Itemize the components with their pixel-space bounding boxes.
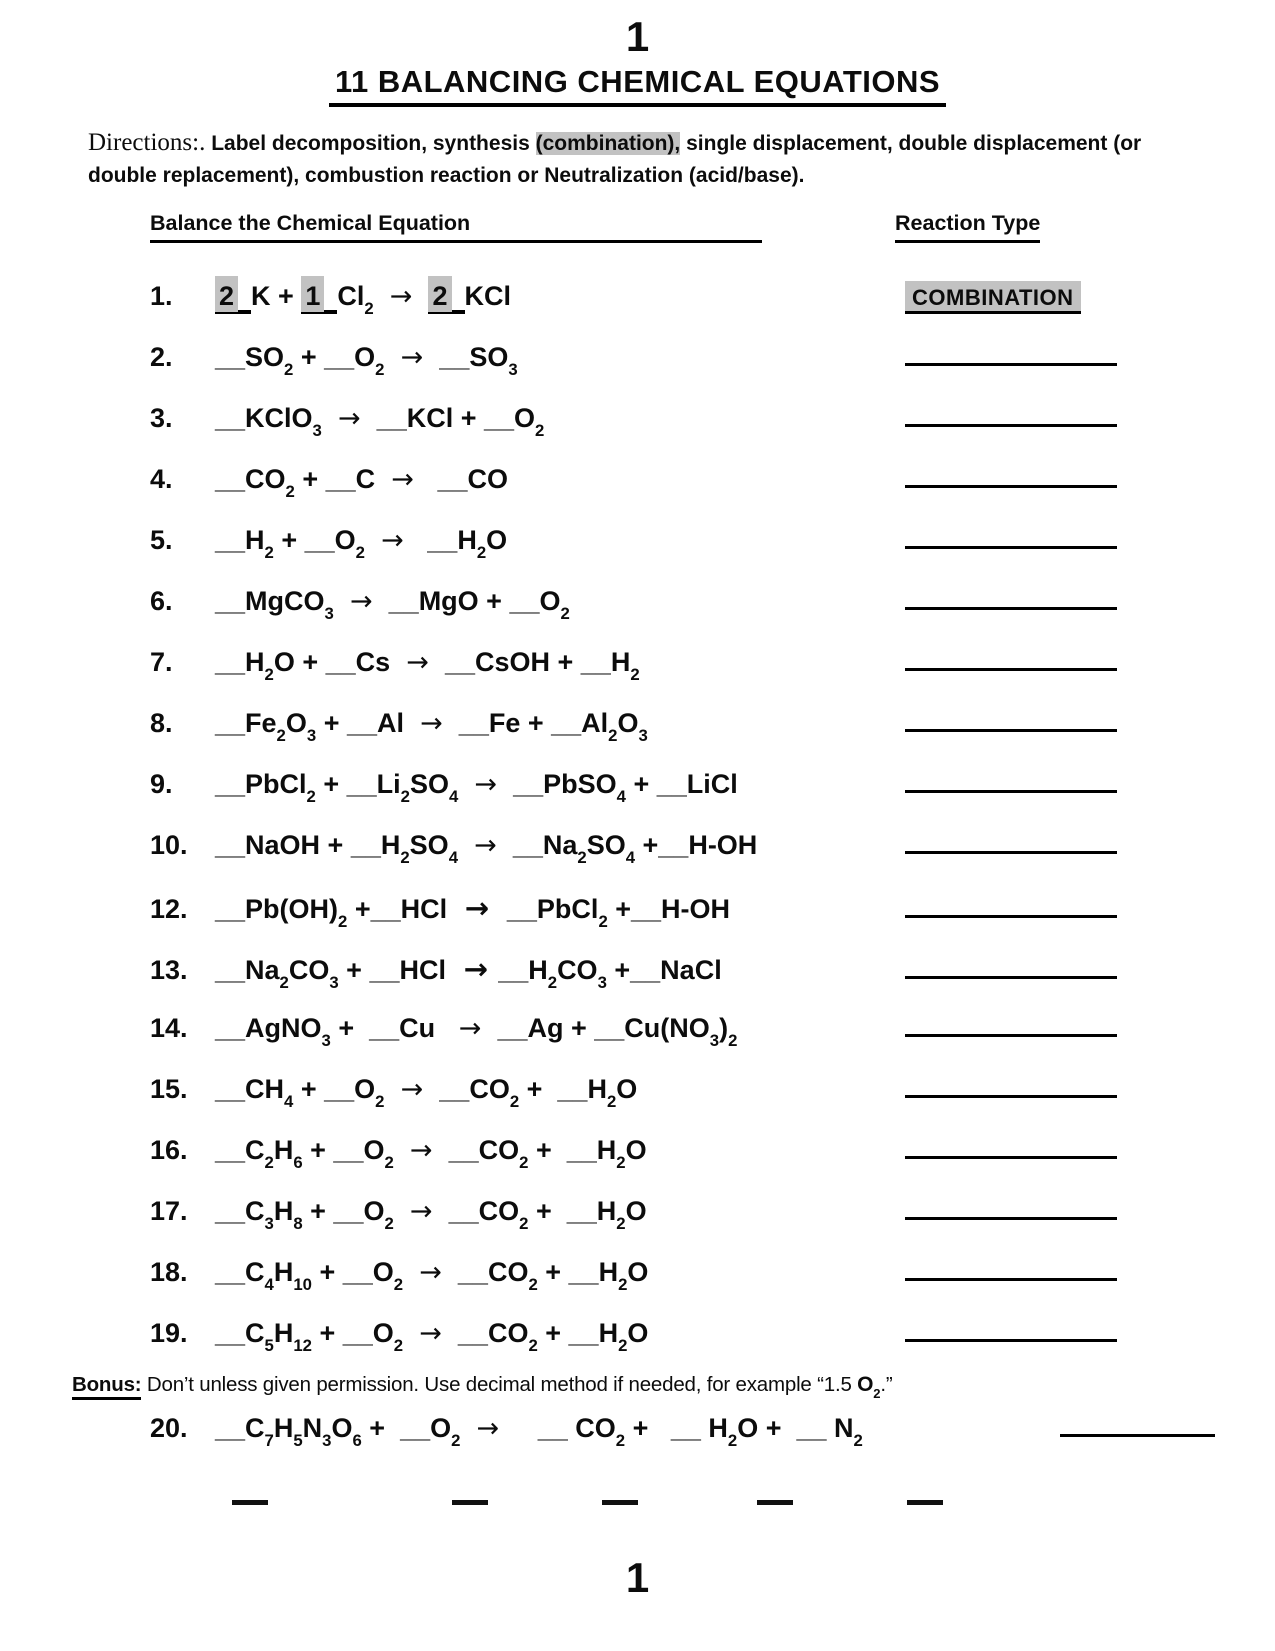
equation-text: $\_\_C_7H_5N_3O_6$ + $\_\_O_2$ → __ $CO_2$ + __ $H_2O$ + __ $N_2$: [215, 1412, 863, 1451]
equation-row: [150, 570, 1130, 631]
bonus-text: Don’t unless given permission. Use decimal method if needed, for example “1.5: [146, 1372, 858, 1396]
row-number: 3.: [150, 402, 173, 433]
reaction-type-cell: [905, 1217, 1130, 1220]
page-number-bottom: 1: [625, 1553, 650, 1601]
arrow-right-icon: →: [410, 1256, 451, 1288]
arrow-right-icon: →: [467, 1412, 508, 1444]
row-number: 9.: [150, 768, 173, 799]
row-number: 1.: [150, 280, 173, 311]
reaction-type-blank: [905, 1278, 1117, 1281]
equation-row: [150, 814, 1130, 875]
row-number: 15.: [150, 1073, 188, 1104]
reaction-type-cell: [905, 363, 1130, 366]
column-headers: [150, 211, 1275, 243]
equation-text: $\_\_C_2H_6$ + $\_\_O_2$ → $\_\_CO_2$ + $\_\_H_2O$: [215, 1134, 647, 1173]
page-title: 11 BALANCING CHEMICAL EQUATIONS: [329, 64, 946, 107]
row-number: 4.: [150, 463, 173, 494]
equation-row: [150, 1180, 1130, 1241]
arrow-right-icon: →: [391, 1073, 432, 1105]
equation-text: __AgNO$_3$ + __Cu → __Ag + $\_\_Cu(NO_3)_2$: [215, 1012, 738, 1051]
arrow-right-icon: →: [329, 402, 370, 434]
bonus-note: [72, 1372, 1205, 1402]
equation-row: [150, 692, 1130, 753]
equation-text: $\_\_CH_4$ + $\_\_O_2$ → $\_\_CO_2$ + $\_\_H_2O$: [215, 1073, 638, 1112]
title-row: [0, 64, 1275, 107]
equation-row: [150, 631, 1130, 692]
reaction-type-answer: COMBINATION: [905, 281, 1081, 314]
reaction-type-blank: [905, 1095, 1117, 1098]
row-number: 12.: [150, 893, 188, 924]
arrow-right-icon: →: [411, 707, 452, 739]
reaction-type-cell: [905, 976, 1130, 979]
equation-text: $\_\_Pb(OH)_2$ +__HCl → __PbCl$_2$ +__H-OH: [215, 890, 731, 932]
bonus-label: Bonus:: [72, 1373, 141, 1400]
equation-text: $\_\_Na_2CO_3$ + __HCl → $\_\_H_2CO_3$ +__NaCl: [215, 951, 722, 993]
equation-text: $\_\_C_3H_8$ + $\_\_O_2$ → $\_\_CO_2$ + $\_\_H_2O$: [215, 1195, 647, 1234]
coefficient-blanks-row: [0, 1475, 1275, 1511]
equation-row: [150, 326, 1130, 387]
reaction-type-blank: [905, 790, 1117, 793]
equation-row: [150, 875, 1130, 936]
reaction-type-cell: [905, 915, 1130, 918]
bonus-formula: $O_2$: [857, 1372, 881, 1402]
coefficient-blank: [907, 1500, 943, 1505]
equation-text: __MgCO$_3$ → __MgO + $\_\_O_2$: [215, 585, 570, 624]
reaction-type-cell: [905, 424, 1130, 427]
reaction-type-blank: [905, 485, 1117, 488]
page-number-top: 1: [625, 13, 650, 60]
equation-row: [150, 387, 1130, 448]
row-number: 17.: [150, 1195, 188, 1226]
equation-row: [150, 509, 1130, 570]
directions-label: Directions:.: [88, 129, 206, 156]
row-number: 16.: [150, 1134, 188, 1165]
directions-text-3: double replacement), combustion reaction or Neutralization (acid/base).: [88, 163, 805, 187]
equation-column-header: Balance the Chemical Equation: [150, 211, 762, 243]
reaction-type-blank: [905, 976, 1117, 979]
reaction-type-blank: [905, 546, 1117, 549]
row-number: 2.: [150, 341, 173, 372]
coefficient-answer: 1: [301, 283, 337, 314]
directions-highlight: (combination),: [535, 132, 681, 155]
arrow-right-bold-icon: →: [454, 890, 500, 925]
reaction-type-blank: [905, 729, 1117, 732]
reaction-type-cell: [905, 1034, 1130, 1037]
equation-row: [150, 936, 1130, 997]
arrow-right-icon: →: [381, 280, 421, 312]
reaction-type-cell: [905, 285, 1130, 311]
row-number: 6.: [150, 585, 173, 616]
arrow-right-icon: →: [401, 1195, 442, 1227]
row-number: 5.: [150, 524, 173, 555]
equation-text: $\_\_H_2$ + $\_\_O_2$ → $\_\_H_2O$: [215, 524, 508, 563]
arrow-right-icon: →: [410, 1317, 451, 1349]
equation-text: $\_\_SO_2$ + $\_\_O_2$ → $\_\_SO_3$: [215, 341, 518, 380]
directions: [88, 125, 1217, 191]
reaction-type-cell: [905, 729, 1130, 732]
arrow-right-icon: →: [392, 341, 432, 373]
reaction-type-blank: [905, 1034, 1117, 1037]
equation-text: $\_\_Fe_2O_3$ + __Al → __Fe + $\_\_Al_2O_3$: [215, 707, 648, 746]
reaction-type-blank: [905, 1217, 1117, 1220]
reaction-type-blank: [1060, 1434, 1215, 1437]
row-number: 19.: [150, 1317, 188, 1348]
row-number: 10.: [150, 829, 188, 860]
equation-text: $\_\_C_4H_{10}$ + $\_\_O_2$ → $\_\_CO_2$ + $\_\_H_2O$: [215, 1256, 649, 1295]
reaction-type-cell: [905, 1278, 1130, 1281]
reaction-type-blank: [905, 1339, 1117, 1342]
reaction-type-blank: [905, 424, 1117, 427]
coefficient-blank: [232, 1500, 268, 1505]
directions-text-1: Label decomposition, synthesis: [211, 132, 530, 155]
arrow-right-icon: →: [397, 646, 438, 678]
coefficient-answer: 2: [428, 283, 464, 314]
reaction-type-blank: [905, 668, 1117, 671]
arrow-right-icon: →: [465, 829, 506, 861]
arrow-right-icon: →: [450, 1012, 490, 1044]
equation-text: $\_\_C_5H_{12}$ + $\_\_O_2$ → $\_\_CO_2$ + $\_\_H_2O$: [215, 1317, 649, 1356]
reaction-type-cell: [905, 1095, 1130, 1098]
equation-rows: [150, 265, 1130, 1363]
equation-text: __NaOH + $\_\_H_2SO_4$ → $\_\_Na_2SO_4$ +__H-OH: [215, 829, 758, 868]
reaction-type-cell: [905, 851, 1130, 854]
row-number: 20.: [150, 1412, 188, 1443]
reaction-type-cell: [905, 607, 1130, 610]
coefficient-blank: [452, 1500, 488, 1505]
reaction-type-cell: [905, 1156, 1130, 1159]
equation-row: [150, 1058, 1130, 1119]
reaction-type-blank: [905, 851, 1117, 854]
equation-text: $\_\_H_2O$ + __Cs → __CsOH + $\_\_H_2$: [215, 646, 640, 685]
arrow-right-icon: →: [372, 524, 413, 556]
equation-row: [150, 997, 1130, 1058]
equation-text: __KClO$_3$ → __KCl + $\_\_O_2$: [215, 402, 545, 441]
coefficient-blank: [757, 1500, 793, 1505]
row-number: 7.: [150, 646, 173, 677]
equation-row: [150, 1241, 1130, 1302]
equation-row: [150, 265, 1130, 326]
equation-row-20: [150, 1401, 1215, 1459]
coefficient-answer: 2: [215, 283, 251, 314]
row-number: 8.: [150, 707, 173, 738]
reaction-type-blank: [905, 607, 1117, 610]
reaction-type-blank: [905, 915, 1117, 918]
directions-text-2: single displacement, double displacement (or: [686, 132, 1142, 155]
reaction-type-cell: [905, 790, 1130, 793]
arrow-right-bold-icon: →: [453, 951, 499, 986]
reaction-type-blank: [905, 1156, 1117, 1159]
bonus-text-end: .”: [880, 1372, 893, 1396]
reaction-type-column-header: Reaction Type: [895, 211, 1040, 243]
reaction-type-cell: [905, 668, 1130, 671]
reaction-type-blank: [905, 363, 1117, 366]
equation-row: [150, 753, 1130, 814]
reaction-type-cell: [905, 1339, 1130, 1342]
arrow-right-icon: →: [401, 1134, 442, 1166]
equation-text: __PbCl$_2$ + $\_\_Li_2SO_4$ → __PbSO$_4$ + __LiCl: [215, 768, 738, 807]
equation-row: [150, 1119, 1130, 1180]
equation-row: [150, 1302, 1130, 1363]
arrow-right-icon: →: [382, 463, 423, 495]
arrow-right-icon: →: [341, 585, 382, 617]
arrow-right-icon: →: [465, 768, 506, 800]
row-number: 18.: [150, 1256, 188, 1287]
reaction-type-cell: [905, 546, 1130, 549]
equation-text: $\_\_CO_2$ + __C → __CO: [215, 463, 509, 502]
row-number: 14.: [150, 1012, 188, 1043]
reaction-type-cell: [905, 485, 1130, 488]
row-number: 13.: [150, 954, 188, 985]
equation-text: 2 K + 1 $Cl_2 \to 2$ KCl: [215, 281, 905, 314]
coefficient-blank: [602, 1500, 638, 1505]
equation-row: [150, 448, 1130, 509]
